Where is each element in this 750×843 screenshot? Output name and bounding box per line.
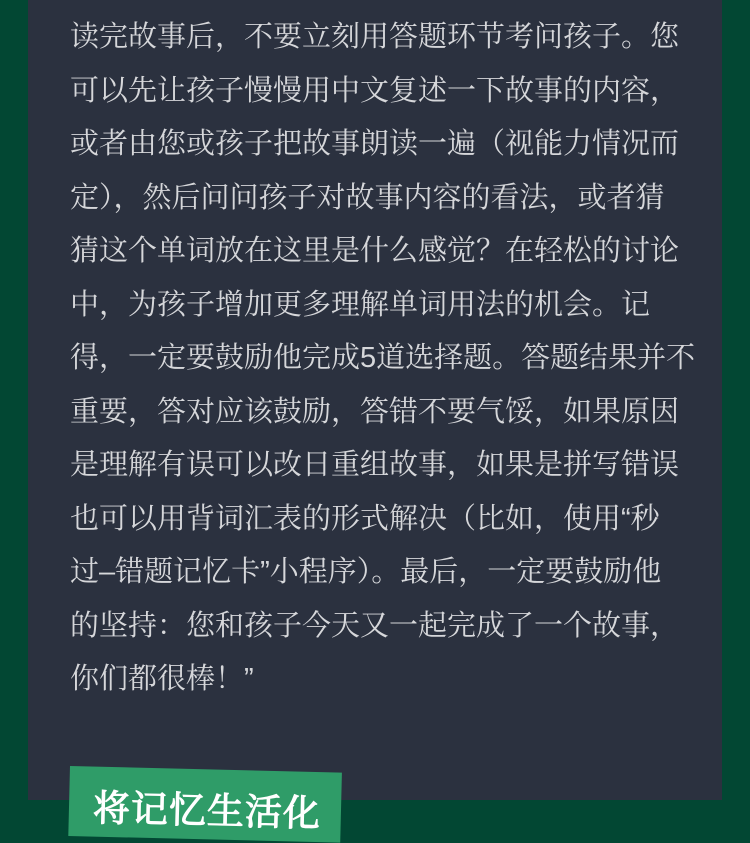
text-line: 也可以用背词汇表的形式解决（比如，使用“秒 — [70, 502, 660, 535]
content-card — [28, 0, 722, 835]
text-line: 或者由您或孩子把故事朗读一遍（视能力情况而 — [70, 128, 680, 160]
text-line: 是理解有误可以改日重组故事，如果是拼写错误 — [70, 449, 680, 481]
text-line: 中，为孩子增加更多理解单词用法的机会。记 — [70, 288, 651, 321]
text-line: 可以先让孩子慢慢用中文复述一下故事的内容， — [70, 74, 680, 107]
section-heading-box — [68, 766, 342, 843]
text-line: 的坚持：您和孩子今天又一起完成了一个故事， — [70, 609, 680, 642]
text-line: 重要，答对应该鼓励，答错不要气馁，如果原因 — [70, 395, 680, 428]
text-line: 得，一定要鼓励他完成5道选择题。答题结果并不 — [70, 342, 696, 374]
text-line: 猜这个单词放在这里是什么感觉？在轻松的讨论 — [70, 235, 680, 267]
text-line: 定），然后问问孩子对故事内容的看法，或者猜 — [70, 181, 665, 214]
section-heading-label: 将记忆生活化 — [92, 787, 322, 835]
article-text — [70, 11, 696, 707]
text-line: 读完故事后，不要立刻用答题环节考问孩子。您 — [70, 21, 680, 53]
text-line: 你们都很棒！” — [70, 663, 254, 695]
text-line: 过–错题记忆卡”小程序）。最后，一定要鼓励他 — [70, 556, 662, 588]
